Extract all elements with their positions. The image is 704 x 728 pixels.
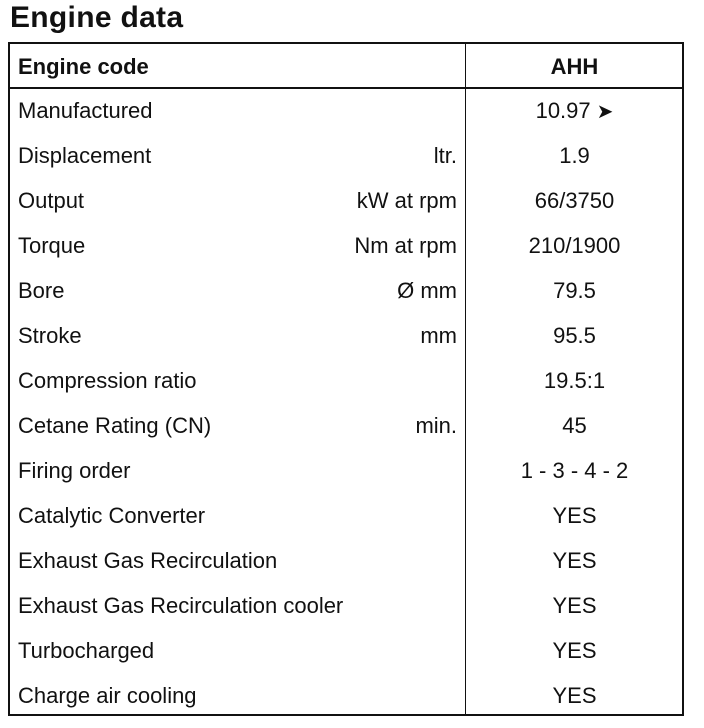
row-label: Stroke [18,323,82,348]
row-value: YES [552,503,597,528]
row-value: 95.5 [553,323,596,348]
table-row [10,449,682,494]
row-value: 19.5:1 [543,368,606,393]
table-header [10,44,682,89]
row-label: Exhaust Gas Recirculation [18,548,278,573]
row-unit: mm [420,323,457,348]
row-label: Compression ratio [18,368,197,393]
table-row [10,494,682,539]
row-label: Exhaust Gas Recirculation cooler [18,593,344,618]
row-value: YES [552,638,597,663]
row-label: Bore [18,278,65,303]
arrow-icon: ➤ [596,101,614,123]
row-label: Cetane Rating (CN) [18,413,212,438]
row-value: 1 - 3 - 4 - 2 [520,458,629,483]
table-row [10,584,682,629]
row-unit: min. [415,413,457,438]
row-value [467,98,682,124]
table-row [10,314,682,359]
row-label: Displacement [18,143,152,168]
table-row [10,269,682,314]
row-value: 45 [562,413,587,438]
table-row [10,404,682,449]
page-title: Engine data [10,1,184,34]
table-row [10,179,682,224]
row-value: 79.5 [553,278,596,303]
table-row [10,629,682,674]
engine-data-table [8,42,684,716]
row-value: YES [552,683,597,708]
row-value: YES [552,593,597,618]
row-unit: Ø mm [397,278,457,303]
row-label: Output [18,188,85,213]
row-label: Torque [18,233,86,258]
engine-code: AHH [550,54,599,79]
table-row [10,134,682,179]
row-value: 66/3750 [534,188,615,213]
row-unit: ltr. [433,143,457,168]
row-label: Turbocharged [18,638,155,663]
row-label: Charge air cooling [18,683,197,708]
row-value: 210/1900 [528,233,621,258]
row-value: 1.9 [559,143,590,168]
table-row [10,89,682,134]
table-row [10,359,682,404]
row-label: Manufactured [18,98,153,123]
row-label: Firing order [18,458,131,483]
table-row [10,674,682,719]
table-row [10,539,682,584]
row-value-text: 10.97 [535,98,591,123]
table-row [10,224,682,269]
row-unit: kW at rpm [356,188,457,213]
header-label: Engine code [18,54,149,79]
row-value: YES [552,548,597,573]
row-label: Catalytic Converter [18,503,206,528]
row-unit: Nm at rpm [354,233,457,258]
